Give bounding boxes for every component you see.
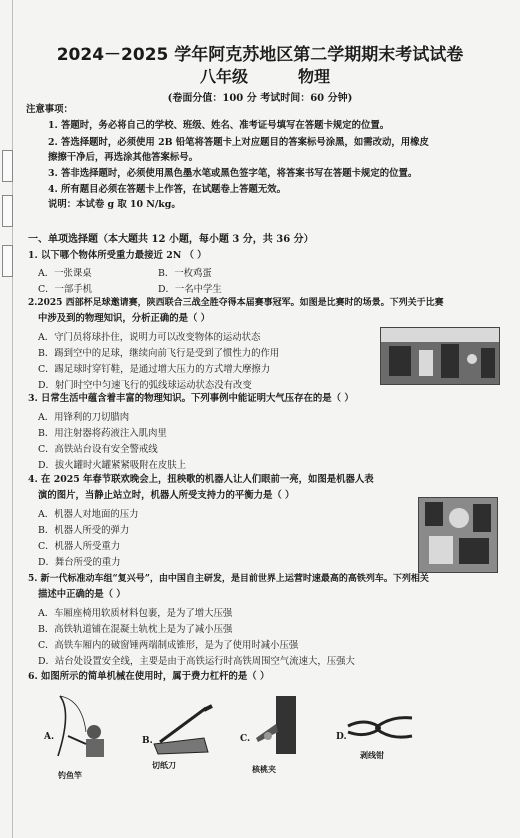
question-4-stem: 4. 在 2025 年春节联欢晚会上，扭秧歌的机器人让人们眼前一亮，如图是机器人表 bbox=[28, 474, 374, 485]
note-item: 4. 所有题目必须在答题卡上作答，在试题卷上答题无效。 bbox=[48, 184, 287, 195]
q3-option-a: A．用锋利的刀切腊肉 bbox=[38, 412, 130, 423]
note-item: 说明：本试卷 g 取 10 N/kg。 bbox=[48, 199, 181, 210]
q2-option-c: C．踢足球时穿钉鞋，是通过增大压力的方式增大摩擦力 bbox=[38, 364, 271, 375]
q6-option-c-label: 核桃夹 bbox=[252, 764, 276, 774]
question-6-stem: 6. 如图所示的简单机械在使用时，属于费力杠杆的是（ ） bbox=[28, 671, 270, 682]
q5-option-a: A．车厢座椅用软质材料包裹，是为了增大压强 bbox=[38, 608, 233, 619]
football-match-photo bbox=[380, 327, 500, 385]
q6-option-b-letter: B. bbox=[142, 736, 153, 746]
question-4-stem-cont: 演的图片，当静止站立时，机器人所受支持力的平衡力是（ ） bbox=[38, 490, 295, 501]
q1-option-c: C．一部手机 bbox=[38, 284, 93, 295]
q6-option-a-label: 钓鱼竿 bbox=[58, 770, 82, 780]
section-heading: 一、单项选择题（本大题共 12 小题，每小题 3 分，共 36 分） bbox=[28, 234, 314, 245]
q4-option-b: B．机器人所受的弹力 bbox=[38, 525, 130, 536]
binding-mark bbox=[2, 150, 13, 182]
question-2-stem: 2.2025 西部杯足球邀请赛，陕西联合三战全胜夺得本届赛事冠军。如图是比赛时的场景。下列关于比赛 bbox=[28, 298, 444, 308]
robot-performance-photo bbox=[418, 497, 498, 573]
q6-option-d-label: 剥线钳 bbox=[360, 750, 384, 760]
question-5-stem: 5. 新一代标准动车组“复兴号”，由中国自主研发，是目前世界上运营时速最高的高铁列车。下列相关 bbox=[28, 574, 429, 584]
q1-option-a: A．一张课桌 bbox=[38, 268, 92, 279]
q3-option-c: C．高铁站台设有安全警戒线 bbox=[38, 444, 158, 455]
question-3-stem: 3. 日常生活中蕴含着丰富的物理知识。下列事例中能证明大气压存在的是（ ） bbox=[28, 393, 354, 404]
note-item: 2. 答选择题时，必须使用 2B 铅笔将答题卡上对应题目的答案标号涂黑，如需改动，用橡皮 bbox=[48, 137, 429, 148]
binding-mark bbox=[2, 195, 13, 227]
q2-option-b: B．踢到空中的足球，继续向前飞行是受到了惯性力的作用 bbox=[38, 348, 280, 359]
q5-option-b: B．高铁轨道铺在混凝土轨枕上是为了减小压强 bbox=[38, 624, 233, 635]
q2-option-d: D．射门时空中匀速飞行的弧线球运动状态没有改变 bbox=[38, 380, 252, 391]
notes-heading: 注意事项： bbox=[26, 104, 73, 115]
q6-option-a-letter: A. bbox=[44, 732, 55, 742]
question-1-stem: 1. 以下哪个物体所受重力最接近 2N （ ） bbox=[28, 250, 207, 261]
q3-option-d: D．拔火罐时火罐紧紧吸附在皮肤上 bbox=[38, 460, 187, 471]
fishing-rod-figure bbox=[52, 692, 116, 762]
q4-option-a: A．机器人对地面的压力 bbox=[38, 509, 139, 520]
note-item: 1. 答题时，务必将自己的学校、班级、姓名、准考证号填写在答题卡规定的位置。 bbox=[48, 120, 390, 131]
q2-option-a: A．守门员将球扑住，说明力可以改变物体的运动状态 bbox=[38, 332, 261, 343]
binding-margin-line bbox=[12, 0, 13, 838]
nutcracker-figure bbox=[248, 694, 308, 758]
paper-cutter-figure bbox=[150, 704, 214, 756]
subject-label: 物理 bbox=[298, 67, 331, 86]
question-2-stem-cont: 中涉及到的物理知识，分析正确的是（ ） bbox=[38, 313, 211, 324]
q1-option-d: D．一名中学生 bbox=[158, 284, 222, 295]
binding-mark bbox=[2, 245, 13, 277]
q6-option-b-label: 切纸刀 bbox=[152, 760, 176, 770]
note-item: 3. 答非选择题时，必须使用黑色墨水笔或黑色签字笔，将答案书写在答题卡规定的位置。 bbox=[48, 168, 418, 179]
grade-label: 八年级 bbox=[200, 67, 249, 86]
q6-option-d-letter: D. bbox=[336, 732, 347, 742]
question-5-stem-cont: 描述中正确的是（ ） bbox=[38, 589, 126, 600]
q5-option-d: D．站台处设置安全线，主要是由于高铁运行时高铁周围空气流速大，压强大 bbox=[38, 656, 355, 667]
q6-option-c-letter: C. bbox=[240, 734, 251, 744]
q5-option-c: C．高铁车厢内的破窗锤两端制成锥形，是为了使用时减小压强 bbox=[38, 640, 299, 651]
q1-option-b: B．一枚鸡蛋 bbox=[158, 268, 212, 279]
q4-option-c: C．机器人所受重力 bbox=[38, 541, 121, 552]
wire-stripper-figure bbox=[344, 708, 416, 748]
exam-title: 2024－2025 学年阿克苏地区第二学期期末考试试卷 bbox=[56, 45, 464, 65]
q4-option-d: D．舞台所受的重力 bbox=[38, 557, 121, 568]
q3-option-b: B．用注射器将药液注入肌肉里 bbox=[38, 428, 167, 439]
exam-meta: (卷面分值：100 分 考试时间：60 分钟) bbox=[167, 93, 353, 104]
note-item: 擦擦干净后，再选涂其他答案标号。 bbox=[48, 152, 199, 163]
